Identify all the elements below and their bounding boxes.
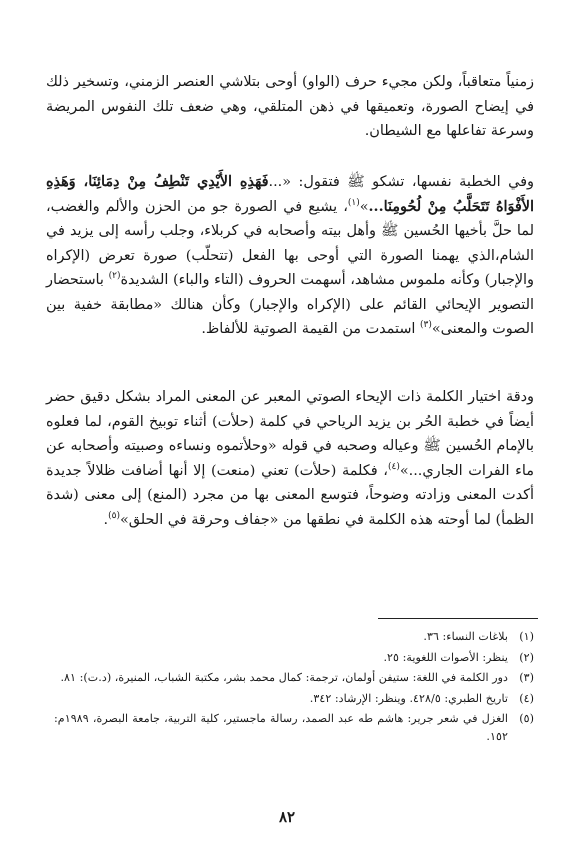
footnote-item <box>54 649 534 667</box>
footnote-divider <box>378 618 538 619</box>
footnote-ref-1[interactable]: (١) <box>347 197 360 208</box>
footnotes-section <box>54 628 534 748</box>
footnote-ref-4[interactable]: (٤) <box>387 461 400 472</box>
footnote-number: (٢) <box>519 650 534 664</box>
paragraph-2-body: ، يشيع في الصورة جو من الحزن والألم والغضب، لما حلَّ بأخيها الحُسين ﷺ وأهل بيته وأصحابه في كربلاء، وجلب رأسه إلى يزيد في الشام،الذي يهمنا الصورة التي أوحى بها الفعل (تتحلّب) صورة تعرض (الإكراه والإجبار) وكأنه ملموس مشاهد، أسهمت الحروف (التاء والباء) الشديدة <box>46 198 535 288</box>
footnote-number: (٥) <box>519 712 534 725</box>
footnote-text: بلاغات النساء: ٣٦. <box>423 630 508 643</box>
footnote-item <box>54 690 534 708</box>
paragraph-1-text: زمنياً متعاقباً، ولكن مجيء حرف (الواو) أوحى بتلاشي العنصر الزمني، وتسخير ذلك في إيضاح الصورة، وتعميقها في ذهن المتلقي، وهي ضعف تلك النفوس المريضة وسرعة تفاعلها مع الشيطان. <box>46 74 534 139</box>
footnote-number: (٤) <box>519 691 534 705</box>
paragraph-2 <box>46 170 534 342</box>
paragraph-1 <box>46 70 534 144</box>
page-number: ٨٢ <box>278 808 296 826</box>
paragraph-2-body-2: باستحضار التصوير الإيحائي القائم على (الإكراه والإجبار) وكأن هنالك «مطابقة خفية بين الصوت والمعنى» <box>46 272 534 337</box>
footnote-text: دور الكلمة في اللغة: ستيفن أولمان، ترجمة: كمال محمد بشر، مكتبة الشباب، المنيرة، (د.ت): ٨١. <box>60 671 508 684</box>
footnote-text: تاريخ الطبري: ٤٢٨/٥. وينظر: الإرشاد: ٣٤٢. <box>309 691 508 705</box>
footnote-ref-3[interactable]: (٣) <box>419 320 432 331</box>
paragraph-3-body-2: ، فكلمة (حلأت) تعني (منعت) إلا أنها أضافت ظلالاً جديدة أكدت المعنى وزادته وضوحاً، فتوسع المعنى بها من مجرد (المنع) إلى معنى (شدة الظمأ) لما أوحته هذه الكلمة في نطقها من «جفاف وحرقة في الحلق» <box>46 462 534 528</box>
footnote-item <box>54 628 534 646</box>
paragraph-3-end: . <box>103 511 109 528</box>
footnote-text: ينظر: الأصوات اللغوية: ٢٥. <box>383 650 508 664</box>
footnote-number: (٣) <box>519 671 534 684</box>
footnote-text: الغزل في شعر جرير: هاشم طه عبد الصمد، رسالة ماجستير، كلية التربية، جامعة البصرة، ١٩٨٩م: ١٥٢. <box>54 712 508 743</box>
paragraph-3 <box>46 385 534 532</box>
quoted-sermon-text: فَهَذِهِ الأَيْدِي تَنْطِفُ مِنْ دِمَائِنَا، وَهَذِهِ الأَفْوَاهُ تَتَحَلَّبُ مِنْ لُحُومِنَا... <box>46 173 535 215</box>
paragraph-2-end: استمدت من القيمة الصوتية للألفاظ. <box>201 321 420 337</box>
footnote-number: (١) <box>519 630 534 643</box>
paragraph-3-body: ودقة اختيار الكلمة ذات الإيحاء الصوتي المعبر عن المعنى المراد بشكل دقيق حضر أيضاً في خطبة الحُر بن يزيد الرياحي في كلمة (حلأت) أثناء توبيخ القوم، لما فعلوه بالإمام الحُسين ﷺ وعياله وصحبه في قوله «وحلأتموه ونساءه وصبيته وأصحابه عن ماء الفرات الجاري...» <box>46 389 534 479</box>
footnote-item <box>54 710 534 745</box>
footnote-ref-2[interactable]: (٢) <box>108 271 121 282</box>
footnote-item <box>54 669 534 687</box>
footnote-ref-5[interactable]: (٥) <box>108 510 120 521</box>
paragraph-2-intro: وفي الخطبة نفسها، تشكو ﷺ فتقول: «... <box>268 174 535 190</box>
quote-close: » <box>359 198 369 215</box>
